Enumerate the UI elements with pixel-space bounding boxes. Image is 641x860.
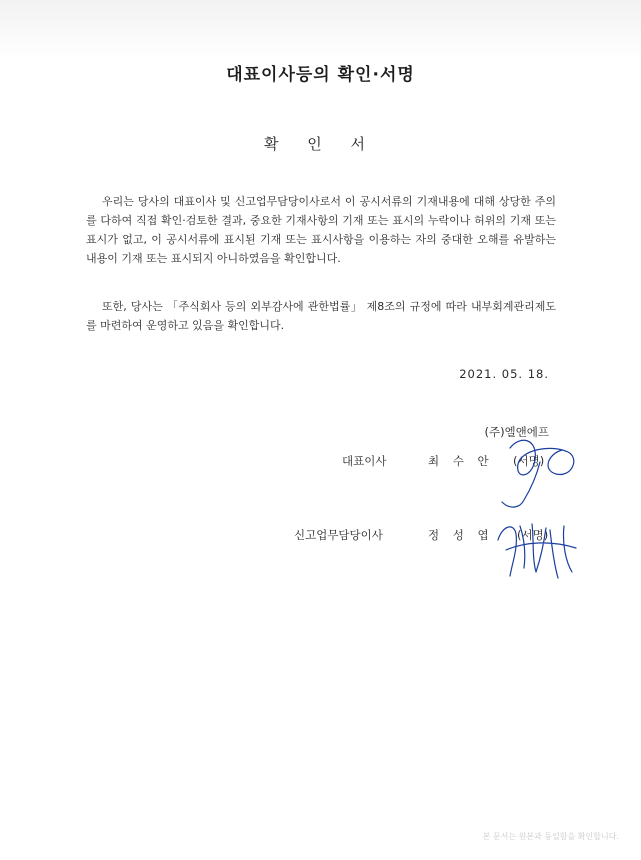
signature-ceo bbox=[502, 440, 574, 507]
signature-disclosure-officer bbox=[498, 524, 576, 578]
page-footer: 본 문서는 원본과 동일함을 확인합니다. bbox=[482, 832, 619, 841]
confirmation-paragraph: 우리는 당사의 대표이사 및 신고업무담당이사로서 이 공시서류의 기재내용에 대해 상당한 주의를 다하여 직접 확인·검토한 결과, 중요한 기재사항의 기재 또는 표시의 누락이나 허위의 기재 또는 표시가 없고, 이 공시서류에 표시된 기재 또는 표시사항을 이용하는 자의 중대한 오해를 유발하는 내용이 기재 또는 표시되지 아니하였음을 확인합니다. bbox=[86, 195, 556, 265]
signer-seal-ceo: (서명) bbox=[513, 454, 545, 468]
internal-control-paragraph: 또한, 당사는 「주식회사 등의 외부감사에 관한법률」 제8조의 규정에 따라 내부회계관리제도를 마련하여 운영하고 있음을 확인합니다. bbox=[86, 300, 556, 332]
signer-role-disclosure-officer: 신고업무담당이사 bbox=[294, 528, 383, 542]
scan-shadow bbox=[0, 0, 641, 60]
document-title: 대표이사등의 확인·서명 bbox=[226, 65, 415, 85]
signer-seal-disclosure-officer: (서명) bbox=[517, 528, 549, 542]
handwritten-signatures bbox=[480, 430, 600, 590]
signer-role-ceo: 대표이사 bbox=[342, 454, 387, 468]
document-subtitle: 확 인 서 bbox=[263, 135, 377, 153]
signer-name-disclosure-officer: 정 성 엽 bbox=[428, 528, 494, 542]
document-date: 2021. 05. 18. bbox=[459, 367, 549, 381]
company-name: (주)엘앤에프 bbox=[484, 425, 549, 439]
signer-name-ceo: 최 수 안 bbox=[428, 454, 494, 468]
